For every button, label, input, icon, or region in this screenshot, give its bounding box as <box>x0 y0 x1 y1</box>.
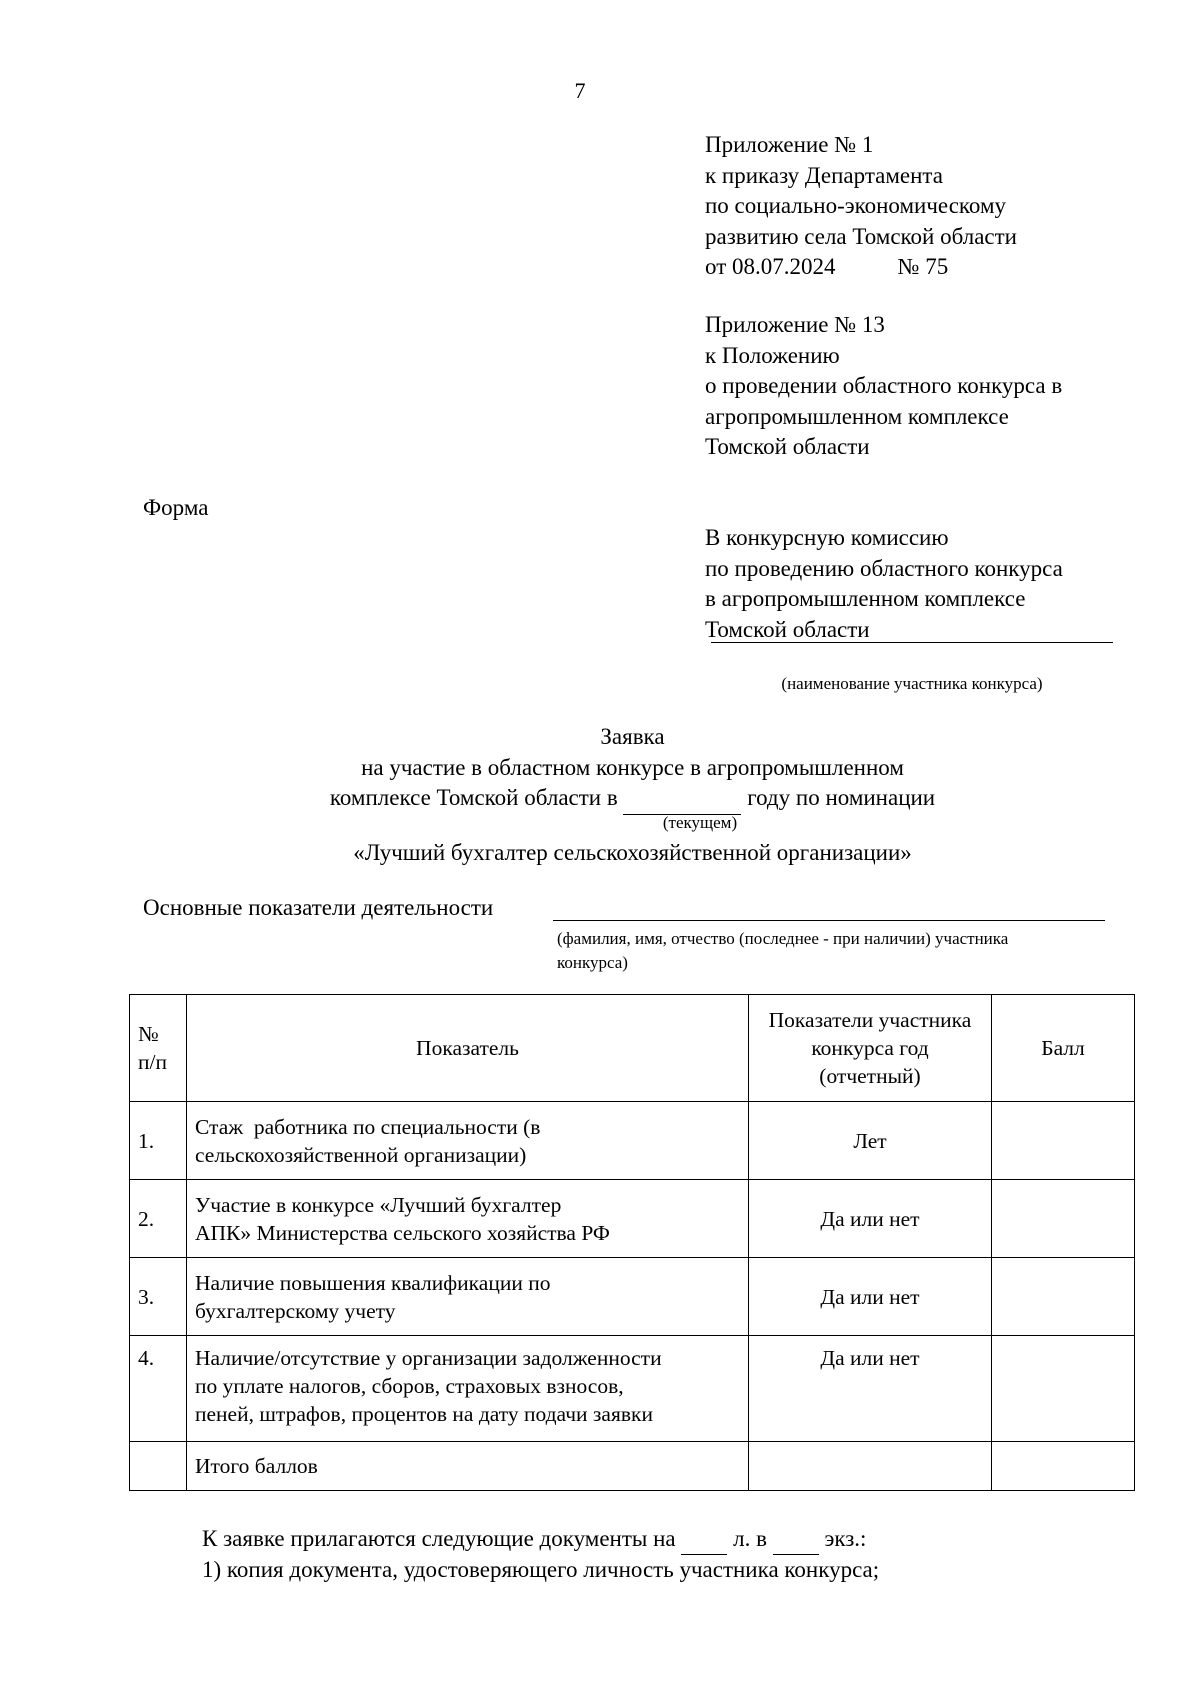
indicators-label: Основные показатели деятельности <box>143 895 494 920</box>
table-row <box>130 1336 1135 1442</box>
header-indicator: Показатель <box>187 995 749 1102</box>
table-row <box>130 1258 1135 1336</box>
header-participant <box>749 995 992 1102</box>
appendix-13-line: о проведении областного конкурса в <box>705 373 1063 398</box>
participant-name-caption: (наименование участника конкурса) <box>781 674 1043 693</box>
participant-name-line <box>711 642 1113 643</box>
row-value: Да или нет <box>749 1180 992 1258</box>
addressee-line: В конкурсную комиссию <box>705 525 949 550</box>
appendix-1-line: по социально-экономическому <box>705 193 1007 218</box>
addressee-line: по проведению областного конкурса <box>705 555 1063 581</box>
row-score[interactable] <box>992 1180 1135 1258</box>
row-num: 1. <box>130 1102 187 1180</box>
row-indicator-line: Наличие/отсутствие у организации задолженности <box>195 1346 662 1370</box>
row-indicator-line: бухгалтерскому учету <box>195 1298 396 1323</box>
application-line-3 <box>0 783 1200 815</box>
row-indicator-line: АПК» Министерства сельского хозяйства РФ <box>195 1220 610 1245</box>
table-row <box>130 1180 1135 1258</box>
header-participant-line: Показатели участника <box>768 1008 972 1032</box>
order-number: № 75 <box>897 254 949 279</box>
total-label: Итого баллов <box>187 1442 749 1491</box>
form-label: Форма <box>143 495 209 520</box>
indicators-table <box>129 994 1135 1491</box>
total-value <box>749 1442 992 1491</box>
row-value: Лет <box>749 1102 992 1180</box>
row-indicator-line: Стаж работника по специальности (в <box>195 1114 541 1139</box>
header-num <box>130 995 187 1102</box>
year-blank <box>623 783 741 815</box>
page-number: 7 <box>574 78 586 103</box>
appendix-13-line: Томской области <box>705 434 870 459</box>
nomination-title: «Лучший бухгалтер сельскохозяйственной организации» <box>353 840 912 865</box>
header-num-line: п/п <box>138 1050 167 1074</box>
row-score[interactable] <box>992 1258 1135 1336</box>
total-num <box>130 1442 187 1491</box>
table-row <box>130 1102 1135 1180</box>
row-indicator <box>187 1102 749 1180</box>
row-num: 4. <box>130 1336 187 1442</box>
appendix-1-date-line <box>705 252 1017 283</box>
row-num: 2. <box>130 1180 187 1258</box>
appendix-13-line: к Положению <box>705 342 840 368</box>
appendix-1-line: развитию села Томской области <box>705 223 1017 249</box>
application-title: Заявка <box>600 724 665 749</box>
header-participant-line: (отчетный) <box>819 1064 921 1088</box>
table-total-row <box>130 1442 1135 1491</box>
row-indicator-line: по уплате налогов, сборов, страховых взносов, <box>195 1374 624 1398</box>
row-score[interactable] <box>992 1102 1135 1180</box>
application-line-3-prefix: комплексе Томской области в <box>329 785 618 810</box>
attachments-suffix: экз.: <box>824 1526 867 1551</box>
application-title-block <box>0 722 1200 815</box>
attachments-line <box>202 1523 866 1555</box>
addressee-line: Томской области <box>705 616 870 642</box>
addressee-block <box>705 523 1063 645</box>
appendix-13-block <box>705 310 1062 463</box>
appendix-1-line: Приложение № 1 <box>705 132 874 157</box>
copies-blank[interactable] <box>773 1523 819 1555</box>
row-indicator-line: Наличие повышения квалификации по <box>195 1270 551 1295</box>
row-value: Да или нет <box>749 1336 992 1442</box>
participant-fio-caption <box>557 927 1008 975</box>
attachments-middle: л. в <box>733 1526 767 1551</box>
year-caption: (текущем) <box>662 813 738 832</box>
header-num-line: № <box>138 1022 159 1046</box>
row-indicator <box>187 1180 749 1258</box>
header-participant-line: конкурса год <box>811 1036 929 1060</box>
sheets-blank[interactable] <box>681 1523 727 1555</box>
attachment-item-1: 1) копия документа, удостоверяющего личность участника конкурса; <box>202 1557 880 1582</box>
row-score[interactable] <box>992 1336 1135 1442</box>
application-line-2: на участие в областном конкурсе в агропромышленном <box>361 754 904 780</box>
appendix-13-line: Приложение № 13 <box>705 312 885 337</box>
appendix-1-line: к приказу Департамента <box>705 162 943 188</box>
application-line-3-suffix: году по номинации <box>747 785 936 810</box>
total-score[interactable] <box>992 1442 1135 1491</box>
row-value: Да или нет <box>749 1258 992 1336</box>
row-indicator <box>187 1258 749 1336</box>
fio-caption-line-2: конкурса) <box>557 953 628 972</box>
appendix-1-block <box>705 130 1017 283</box>
row-indicator-line: пеней, штрафов, процентов на дату подачи заявки <box>195 1402 653 1426</box>
order-date: от 08.07.2024 <box>705 254 836 279</box>
appendix-13-line: агропромышленном комплексе <box>705 403 1009 429</box>
row-indicator-line: Участие в конкурсе «Лучший бухгалтер <box>195 1192 562 1217</box>
row-indicator-line: сельскохозяйственной организации) <box>195 1142 527 1167</box>
participant-fio-line <box>553 920 1105 921</box>
row-num: 3. <box>130 1258 187 1336</box>
fio-caption-line-1: (фамилия, имя, отчество (последнее - при наличии) участника <box>557 929 1009 948</box>
attachments-prefix: К заявке прилагаются следующие документы на <box>202 1526 676 1551</box>
header-score: Балл <box>992 995 1135 1102</box>
table-header-row <box>130 995 1135 1102</box>
row-indicator <box>187 1336 749 1442</box>
addressee-line: в агропромышленном комплексе <box>705 586 1026 611</box>
